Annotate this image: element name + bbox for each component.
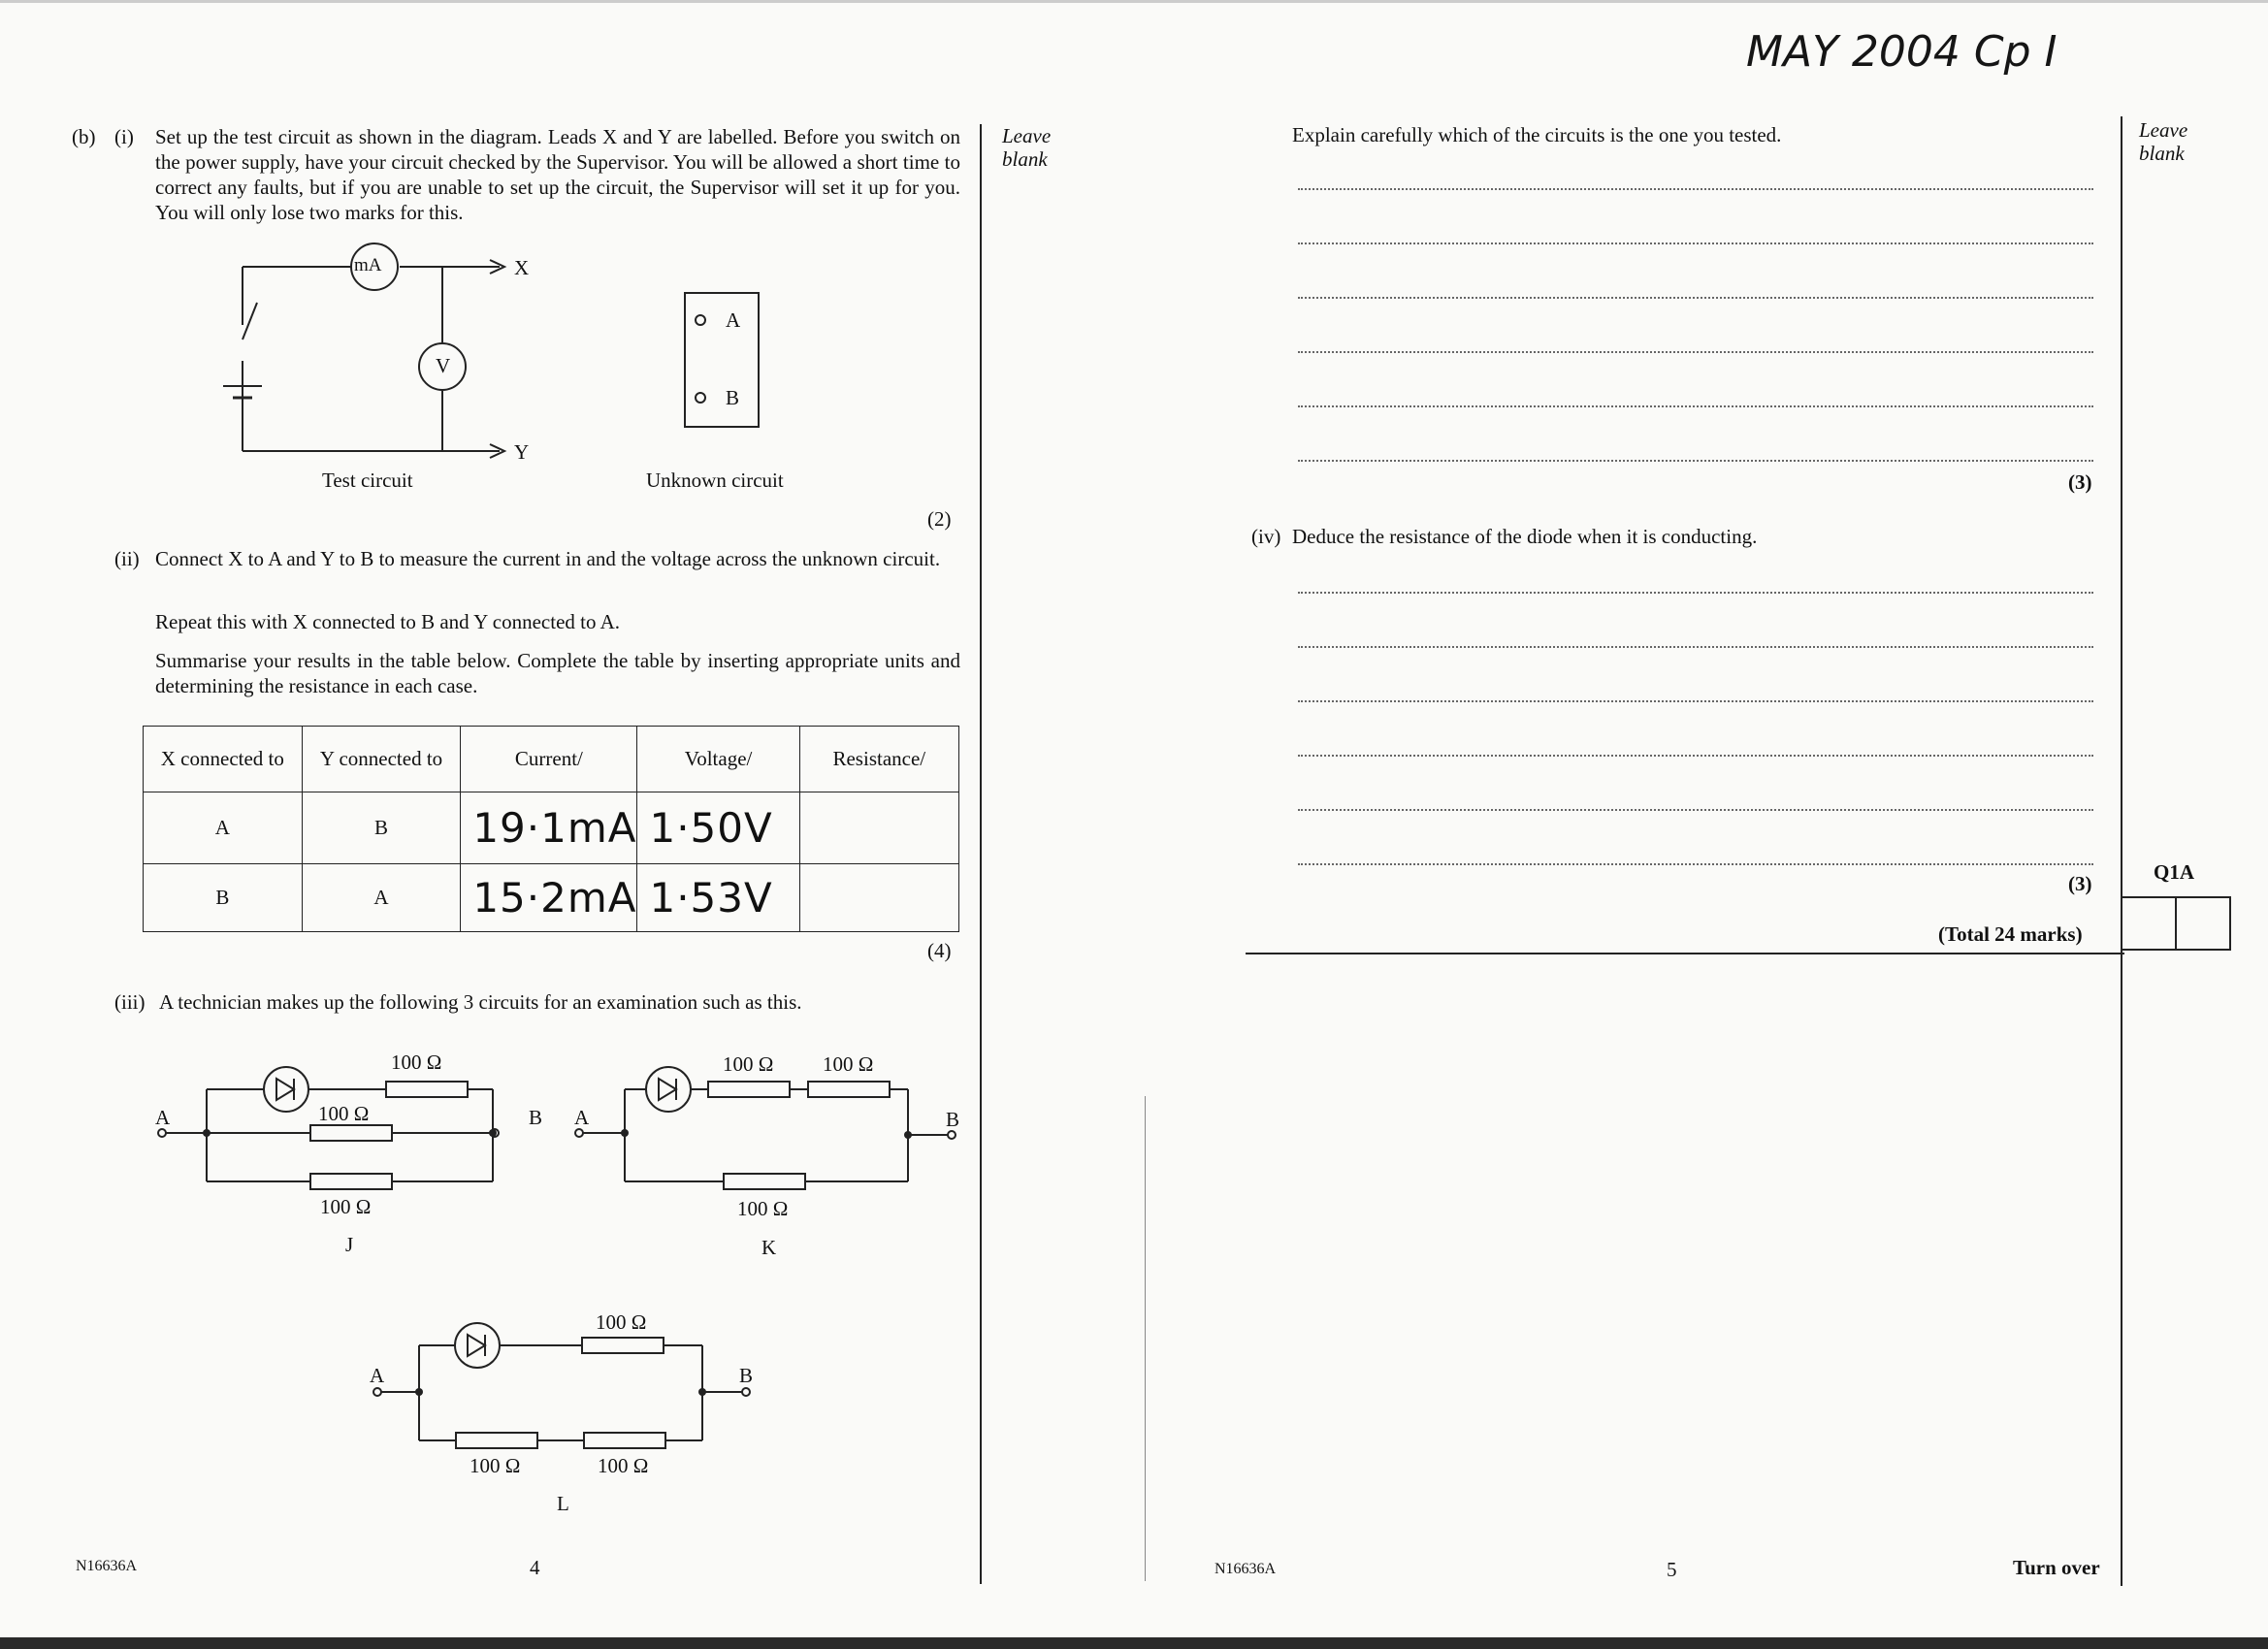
leave-blank-line-2: blank (2139, 142, 2185, 165)
table-cell: A (302, 864, 461, 932)
q1a-box-divider (2175, 898, 2177, 949)
answer-line (1298, 646, 2093, 648)
circuit-l-a: A (370, 1364, 385, 1387)
table-header: Current/ (461, 727, 637, 792)
circuit-k-name: K (761, 1236, 777, 1259)
answer-line (1298, 592, 2093, 594)
circuit-j-r-top: 100 Ω (391, 1051, 442, 1074)
right-margin-rule (2121, 116, 2122, 1586)
question-iii-text: A technician makes up the following 3 circuits for an examination such as this. (159, 990, 802, 1014)
question-i-label: (i) (114, 125, 134, 148)
circuit-k-r1: 100 Ω (723, 1052, 774, 1076)
lead-y-label: Y (514, 440, 530, 464)
circuit-k-b: B (946, 1108, 960, 1131)
unknown-terminal-a: A (726, 308, 741, 332)
unknown-circuit-caption: Unknown circuit (646, 469, 784, 492)
question-ii-label: (ii) (114, 547, 140, 570)
table-header: Resistance/ (799, 727, 958, 792)
lead-x-label: X (514, 256, 530, 279)
ammeter-label: mA (354, 255, 382, 275)
question-iii-label: (iii) (114, 990, 146, 1014)
answer-line (1298, 297, 2093, 299)
circuit-k-r-bot: 100 Ω (737, 1197, 789, 1220)
question-ii-p2: Repeat this with X connected to B and Y connected to A. (155, 610, 620, 633)
right-page-number: 5 (1667, 1558, 1677, 1581)
question-ii-p1: Connect X to A and Y to B to measure the current in and the voltage across the unknown circuit. (155, 547, 941, 570)
right-leave-blank (2139, 118, 2187, 165)
page-spine (1145, 1096, 1146, 1581)
circuit-j-r-mid: 100 Ω (318, 1102, 370, 1125)
table-cell-voltage: 1·53V (637, 864, 799, 932)
marks-ii: (4) (927, 939, 952, 962)
handwritten-header: MAY 2004 Cp I (1746, 27, 2057, 77)
right-footer-code: N16636A (1215, 1561, 1277, 1577)
circuit-j-r-bot: 100 Ω (320, 1195, 372, 1218)
question-b-label: (b) (72, 125, 96, 148)
table-cell-current: 15·2mA (461, 864, 637, 932)
left-page-number: 4 (530, 1556, 540, 1579)
answer-line (1298, 460, 2093, 462)
test-circuit-caption: Test circuit (322, 469, 413, 492)
circuit-j-a: A (155, 1106, 171, 1129)
turn-over: Turn over (2013, 1556, 2100, 1579)
voltmeter-label: V (436, 354, 451, 377)
circuit-l-b: B (739, 1364, 754, 1387)
leave-blank-line-2: blank (1002, 147, 1048, 171)
answer-line (1298, 242, 2093, 244)
circuit-k-r2: 100 Ω (823, 1052, 874, 1076)
circuit-l-name: L (557, 1492, 569, 1515)
section-end-rule (1246, 953, 2124, 954)
circuit-j-b: B (529, 1106, 543, 1129)
q1a-mark-box[interactable] (2121, 896, 2231, 951)
answer-line (1298, 755, 2093, 757)
circuit-l-r-bot2: 100 Ω (598, 1454, 649, 1477)
left-margin-rule (980, 124, 982, 1584)
answer-line (1298, 405, 2093, 407)
left-leave-blank (1002, 124, 1051, 171)
left-footer-code: N16636A (76, 1558, 138, 1574)
table-header: Voltage/ (637, 727, 799, 792)
question-iv-text: Deduce the resistance of the diode when it is conducting. (1292, 525, 1758, 548)
table-cell-current: 19·1mA (461, 792, 637, 864)
circuit-k-a: A (574, 1106, 590, 1129)
table-header: Y connected to (302, 727, 461, 792)
marks-i: (2) (927, 507, 952, 531)
table-cell: B (302, 792, 461, 864)
unknown-terminal-b: B (726, 386, 740, 409)
table-cell: A (144, 792, 303, 864)
answer-line (1298, 809, 2093, 811)
table-cell: B (144, 864, 303, 932)
total-marks: (Total 24 marks) (1938, 922, 2083, 946)
circuit-j-name: J (345, 1233, 354, 1256)
question-i-text: Set up the test circuit as shown in the diagram. Leads X and Y are labelled. Before you switch on the power supply, have your circuit checked by the Supervisor. You will be allowed a short time to correct any faults, but if you are unable to set up the circuit, the Supervisor will set it up for you. You will only lose two marks for this. (155, 125, 960, 224)
question-iv-label: (iv) (1251, 525, 1281, 548)
question-ii-p3: Summarise your results in the table below. Complete the table by inserting appropriate units and determining the resistance in each case. (155, 649, 960, 697)
marks-iv: (3) (2068, 872, 2092, 895)
answer-line (1298, 700, 2093, 702)
table-header: X connected to (144, 727, 303, 792)
circuit-l-r-top: 100 Ω (596, 1310, 647, 1334)
answer-line (1298, 188, 2093, 190)
table-cell-voltage: 1·50V (637, 792, 799, 864)
answer-line (1298, 863, 2093, 865)
marks-iii: (3) (2068, 470, 2092, 494)
circuit-l-r-bot1: 100 Ω (470, 1454, 521, 1477)
answer-line (1298, 351, 2093, 353)
q1a-box-label: Q1A (2154, 860, 2194, 884)
question-iii-continued: Explain carefully which of the circuits is the one you tested. (1292, 123, 1782, 146)
leave-blank-line-1: Leave (2139, 118, 2188, 142)
leave-blank-line-1: Leave (1002, 124, 1052, 147)
